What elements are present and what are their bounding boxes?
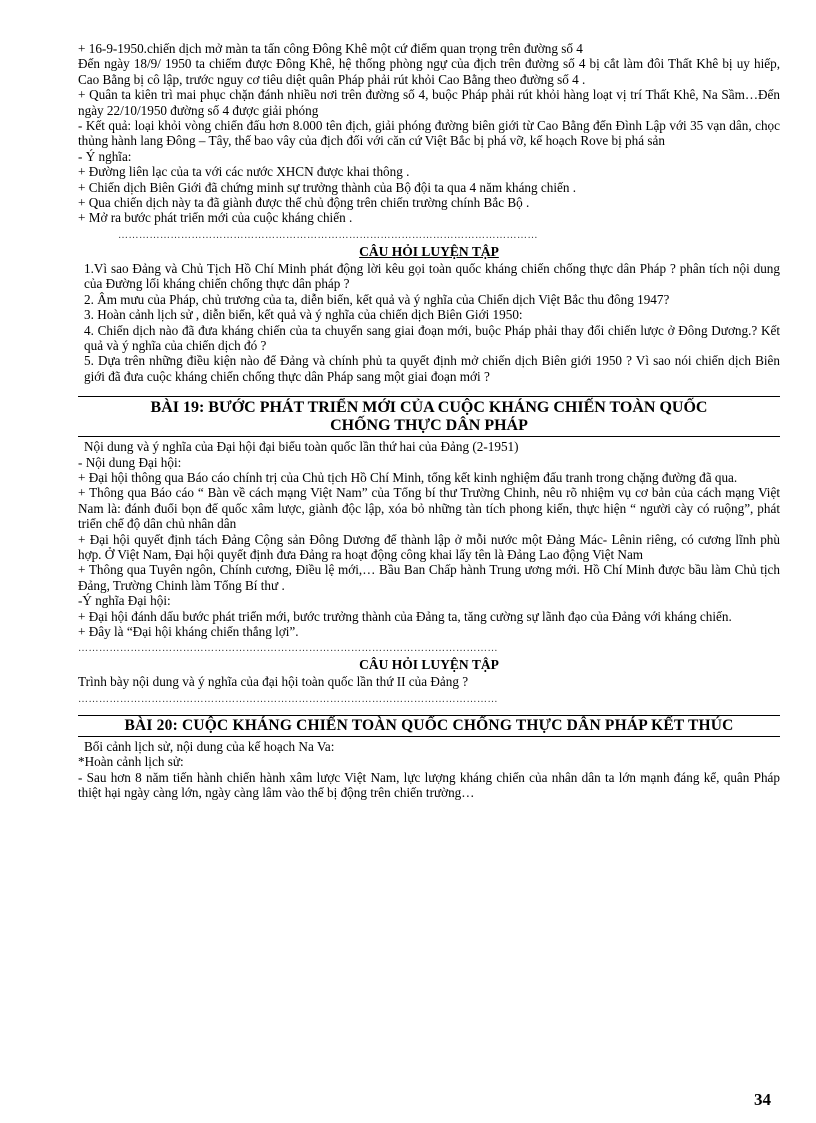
text-paragraph: + Thông qua Báo cáo “ Bàn về cách mạng Việt Nam” của Tổng bí thư Trường Chinh, nêu rõ nhiệm vụ cơ bản của cách mạng Việt Nam là: đánh đuổi bọn đế quốc xâm lược, giành độc lập, xóa bỏ những tàn tích phong kiến, thực hiện “ người cày có ruộng”, phát triển chế độ dân chủ nhân dân xyxy=(78,485,780,532)
lesson-20-title: BÀI 20: CUỘC KHÁNG CHIẾN TOÀN QUỐC CHỐNG THỰC DÂN PHÁP KẾT THÚC xyxy=(78,715,780,737)
lesson-19-title-line2: CHỐNG THỰC DÂN PHÁP xyxy=(330,417,528,435)
text-paragraph: Đến ngày 18/9/ 1950 ta chiếm được Đông Khê, hệ thống phòng ngự của địch trên đường số 4 bị cắt làm đôi Thất Khê bị uy hiếp, Cao Bằng bị cô lập, trước nguy cơ tiêu diệt quân Pháp phải rút khỏi Cao Bằng theo đường số 4 . xyxy=(78,56,780,87)
page-number: 34 xyxy=(754,1090,771,1109)
text-line: + Đây là “Đại hội kháng chiến thắng lợi”. xyxy=(78,624,299,639)
text-paragraph: + Đại hội quyết định tách Đảng Cộng sản Đông Dương để thành lập ở mỗi nước một Đảng Mác- Lênin riêng, có cương lĩnh phù hợp. Ở Việt Nam, Đại hội quyết định đưa Đảng ra hoạt động công khai lấy tên là Đảng Lao động Việt Nam xyxy=(78,531,780,562)
text-line: -Ý nghĩa Đại hội: xyxy=(78,593,171,609)
question-item: 2. Âm mưu của Pháp, chủ trương của ta, diễn biến, kết quả và ý nghĩa của Chiến dịch Việt Bắc thu đông 1947? xyxy=(84,291,670,307)
lesson-19-title xyxy=(78,396,780,437)
text-paragraph: - Sau hơn 8 năm tiến hành chiến hành xâm lược Việt Nam, lực lượng kháng chiến của nhân dân ta lớn mạnh đáng kể, quân Pháp thiệt hại ngày càng lớn, ngày càng lâm vào thế bị động trên chiến trường… xyxy=(78,769,780,801)
text-paragraph: + Đại hội đánh dấu bước phát triển mới, bước trưởng thành của Đảng ta, tăng cường sự lãnh đạo của Đảng với kháng chiến. xyxy=(78,608,732,624)
question-item: 1.Vì sao Đảng và Chủ Tịch Hồ Chí Minh phát động lời kêu gọi toàn quốc kháng chiến chống thực dân Pháp ? phân tích nội dung của Đường lối kháng chiến chống thực dân pháp ? xyxy=(84,260,780,292)
section-intro: Nội dung và ý nghĩa của Đại hội đại biểu toàn quốc lần thứ hai của Đảng (2-1951) xyxy=(84,439,519,455)
text-line: + Mở ra bước phát triển mới của cuộc kháng chiến . xyxy=(78,210,353,226)
text-line: + Chiến dịch Biên Giới đã chứng minh sự trưởng thành của Bộ đội ta qua 4 năm kháng chiến . xyxy=(78,179,577,195)
lesson-19-title-line1: BÀI 19: BƯỚC PHÁT TRIỂN MỚI CỦA CUỘC KHÁNG CHIẾN TOÀN QUỐC xyxy=(150,399,708,417)
text-paragraph: + Quân ta kiên trì mai phục chặn đánh nhiều nơi trên đường số 4, buộc Pháp phải rút khỏi hàng loạt vị trí Thất Khê, Na Sầm…Đến ngày 22/10/1950 đường số 4 được giải phóng xyxy=(78,87,780,118)
question-item: Trình bày nội dung và ý nghĩa của đại hội toàn quốc lần thứ II của Đảng ? xyxy=(78,674,469,690)
dotted-separator: ………………………………………………………………………………………………………… xyxy=(78,644,498,655)
dotted-separator: ………………………………………………………………………………………………………… xyxy=(78,694,498,705)
practice-questions-heading: CÂU HỎI LUYỆN TẬP xyxy=(359,243,499,259)
text-line: + Đường liên lạc của ta với các nước XHCN được khai thông . xyxy=(78,164,410,180)
document-page xyxy=(78,41,780,800)
practice-questions-heading: CÂU HỎI LUYỆN TẬP xyxy=(359,657,499,673)
text-line: + 16-9-1950.chiến dịch mở màn ta tấn công Đông Khê một cứ điểm quan trọng trên đường số 4 xyxy=(78,41,583,56)
text-line: - Nội dung Đại hội: xyxy=(78,454,182,470)
section-intro: Bối cảnh lịch sử, nội dung của kế hoạch Na Va: xyxy=(84,738,335,754)
text-line: *Hoàn cảnh lịch sử: xyxy=(78,754,184,770)
text-line: + Qua chiến dịch này ta đã giành được thế chủ động trên chiến trường chính Bắc Bộ . xyxy=(78,195,530,211)
text-paragraph: - Kết quả: loại khỏi vòng chiến đấu hơn 8.000 tên địch, giải phóng đường biên giới từ Cao Bằng đến Đình Lập với 35 vạn dân, chọc thủng hành lang Đông – Tây, thế bao vây của địch đối với căn cứ Việt Bắc bị phá vỡ, kế hoạch Rove bị phá sản xyxy=(78,118,780,149)
question-item: 4. Chiến dịch nào đã đưa kháng chiến của ta chuyển sang giai đoạn mới, buộc Pháp phải thay đổi chiến lược ở Đông Dương.? Kết quả và ý nghĩa của chiến dịch đó ? xyxy=(84,322,780,353)
text-paragraph: + Đại hội thông qua Báo cáo chính trị của Chủ tịch Hồ Chí Minh, tổng kết kinh nghiệm đấu tranh trong chặng đường đã qua. xyxy=(78,469,738,485)
text-paragraph: + Thông qua Tuyên ngôn, Chính cương, Điều lệ mới,… Bầu Ban Chấp hành Trung ương mới. Hồ Chí Minh được bầu làm Chủ tịch Đảng, Trường Chinh làm Tổng Bí thư . xyxy=(78,562,780,593)
question-item: 5. Dựa trên những điều kiện nào để Đảng và chính phủ ta quyết định mở chiến dịch Biên giới 1950 ? Vì sao nói chiến dịch Biên giới đã đưa cuộc kháng chiến chống thực dân Pháp sang một giai đoạn mới ? xyxy=(84,353,780,384)
text-line: - Ý nghĩa: xyxy=(78,148,132,164)
question-item: 3. Hoàn cảnh lịch sử , diễn biến, kết quả và ý nghĩa của chiến dịch Biên Giới 1950: xyxy=(84,307,523,323)
dotted-separator: ………………………………………………………………………………………………………… xyxy=(118,230,538,241)
